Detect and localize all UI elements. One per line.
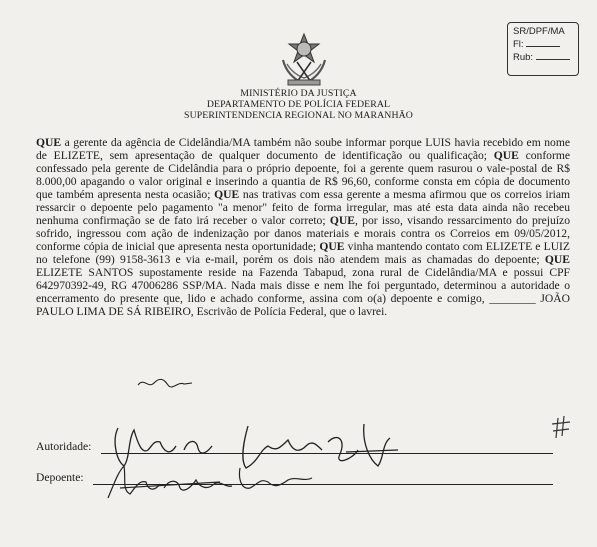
que-keyword: QUE [493,149,519,162]
que-keyword: QUE [329,214,355,227]
deponent-signature [100,458,330,504]
stamp-rubric-label: Rub: [513,52,534,63]
header-superintendence: SUPERINTENDENCIA REGIONAL NO MARANHÃO [184,110,413,121]
folio-stamp-box [507,22,579,76]
header-ministry: MINISTÉRIO DA JUSTIÇA [240,88,357,99]
stamp-folio-label: Fl: [513,39,524,50]
stamp-rubric-field [513,51,578,64]
testimony-body-text [36,136,570,318]
body-text-run: nas trativas com essa gerente a mesma afirmou que os correios iriam ressarcir o depoente pelo pagamento "a menor" feito de forma irregular, mas até esta data ainda não recebeu nenhuma confirmação se de fato irá receber o valor correto; [36,188,570,227]
authority-label: Autoridade: [36,440,92,453]
que-keyword: QUE [214,188,240,201]
que-keyword: QUE [36,136,62,149]
body-text-run: vinha mantendo contato com ELIZETE e LUIZ no telefone (99) 9158-3613 e via e-mail, porém os dois não atendem mais as chamadas do depoente; [36,240,571,266]
header-department: DEPARTAMENTO DE POLÍCIA FEDERAL [206,99,391,110]
deponent-label: Depoente: [36,471,84,484]
que-keyword: QUE [319,240,345,253]
body-text-run: conforme confessado pela gerente de Cidelândia para o próprio depoente, foi a gerente quem rasurou o vale-postal de R$ 8.000,00 apagando o valor original e inserindo a quantia de R$ 96,60, conforme consta em cópia de documento que também apresenta nesta ocasião; [36,149,570,201]
body-text-run: , por isso, visando ressarcimento do prejuízo sofrido, ingressou com ação de indenização por danos materiais e morais contra os Correios em 09/05/2012, conforme cópia de inicial que apresenta nesta oportunidade; [36,214,570,253]
body-text-run: ELIZETE SANTOS supostamente reside na Fazenda Tabapud, zona rural de Cidelândia/MA e possui CPF 642970392-49, RG 47006286 SSP/MA. Nada mais disse e nem lhe foi perguntado, determinou a autoridade o encerramento do presente que, lido e achado conforme, assina com o(a) depoente e comigo, ________ JOÃO PAULO LIMA DE SÁ RIBEIRO, Escrivão de Polícia Federal, que o lavrei. [36,266,570,318]
body-text-run: a gerente da agência de Cidelândia/MA também não soube informar porque LUIS havia recebido em nome de ELIZETE, sem apresentação de qualquer documento de identificação ou qualificação; [36,136,570,162]
stamp-unit: SR/DPF/MA [513,26,565,37]
que-keyword: QUE [544,253,570,266]
stamp-folio-field [513,38,578,51]
clerk-initials-signature [134,375,196,391]
handwritten-mark [550,414,574,442]
coat-of-arms-emblem [273,30,335,90]
